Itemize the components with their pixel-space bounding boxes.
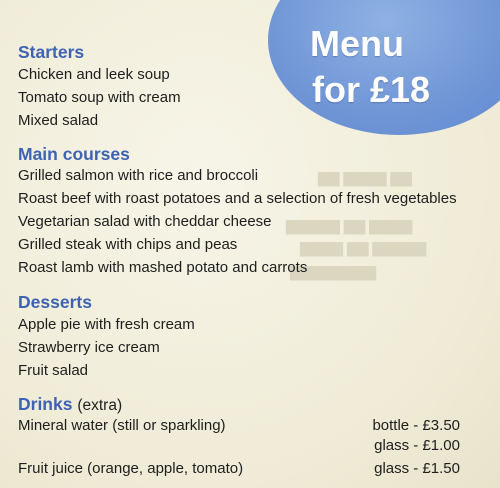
dessert-item: Strawberry ice cream [18, 339, 160, 356]
drink-price: bottle - £3.50 [372, 417, 460, 434]
main-course-item: Roast lamb with mashed potato and carrots [18, 259, 308, 276]
drink-price: glass - £1.00 [374, 437, 460, 454]
drink-item: Fruit juice (orange, apple, tomato) [18, 460, 244, 477]
menu-title-line1: Menu [310, 23, 404, 64]
main-course-item: Roast beef with roast potatoes and a selection of fresh vegetables [18, 190, 457, 207]
dessert-item: Fruit salad [18, 362, 89, 379]
main-course-item: Grilled salmon with rice and broccoli [18, 167, 259, 184]
starter-item: Chicken and leek soup [18, 66, 170, 83]
show-through-texture: ▇▇▇▇▇ ▇▇ ▇▇▇▇ [286, 218, 413, 234]
desserts-heading: Desserts [18, 292, 92, 312]
drinks-heading [18, 394, 122, 415]
main-courses-heading: Main courses [18, 144, 130, 164]
show-through-texture: ▇▇ ▇▇▇▇ ▇▇ [318, 170, 412, 186]
menu-title-line2: for £18 [312, 69, 431, 110]
starter-item: Mixed salad [18, 112, 99, 129]
main-course-item: Vegetarian salad with cheddar cheese [18, 213, 272, 230]
drink-price: glass - £1.50 [374, 460, 460, 477]
main-course-item: Grilled steak with chips and peas [18, 236, 238, 253]
drink-item: Mineral water (still or sparkling) [18, 417, 226, 434]
drinks-heading-label: Drinks [18, 394, 73, 414]
show-through-texture: ▇▇▇▇▇▇▇▇ [290, 264, 377, 280]
dessert-item: Apple pie with fresh cream [18, 316, 195, 333]
starter-item: Tomato soup with cream [18, 89, 181, 106]
show-through-texture: ▇▇▇▇ ▇▇ ▇▇▇▇▇ [300, 240, 427, 256]
starters-heading: Starters [18, 42, 85, 62]
drinks-extra-note: (extra) [77, 397, 123, 414]
